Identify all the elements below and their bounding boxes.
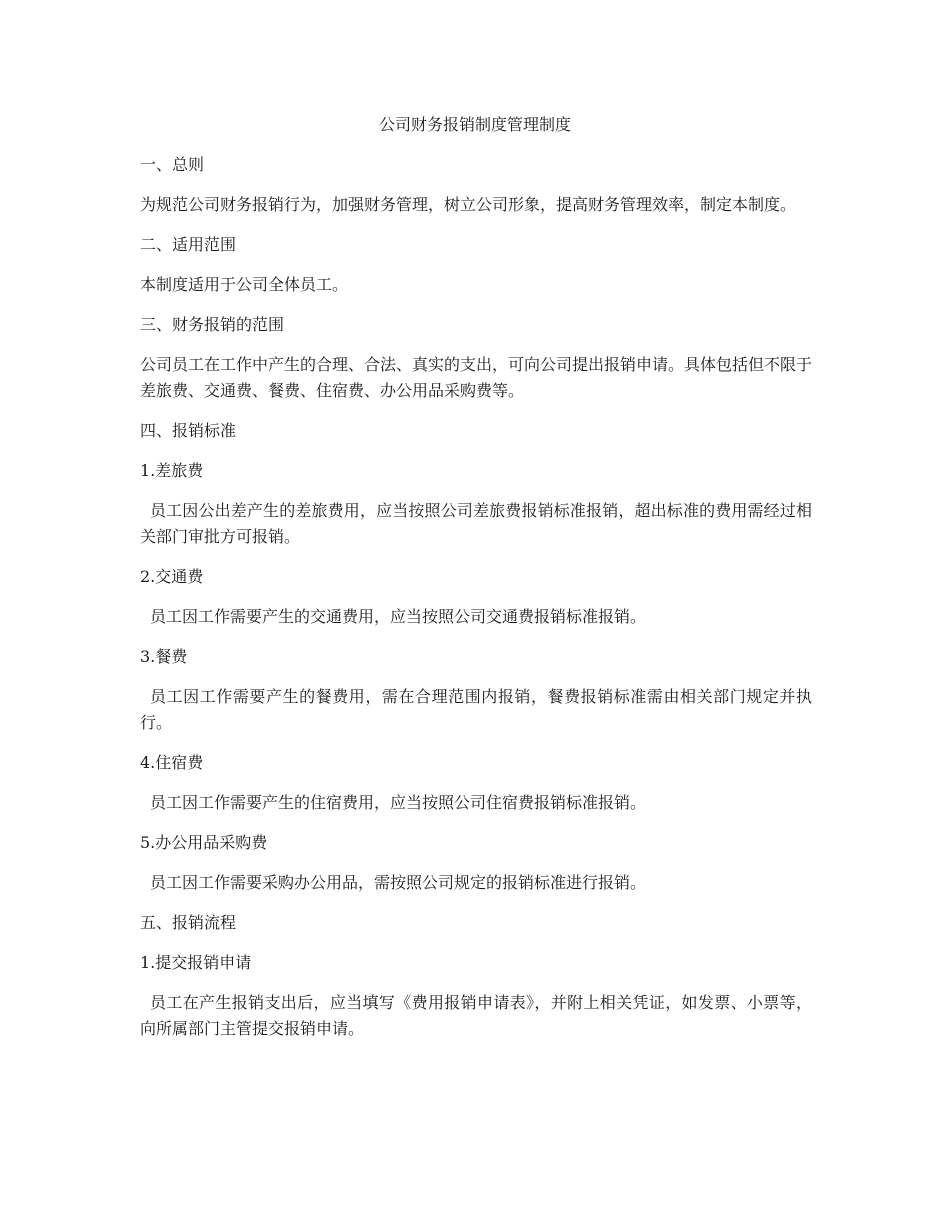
paragraph-office-supplies: 员工因工作需要采购办公用品，需按照公司规定的报销标准进行报销。 [150,873,647,892]
paragraph-lodging: 员工因工作需要产生的住宿费用，应当按照公司住宿费报销标准报销。 [150,793,647,812]
subheading-travel: 1.差旅费 [140,461,204,480]
document-title: 公司财务报销制度管理制度 [378,115,571,134]
subheading-submit-request: 1.提交报销申请 [140,953,252,972]
paragraph-meals: 员工因工作需要产生的餐费用，需在合理范围内报销，餐费报销标准需由相关部门规定并执行。 [140,687,812,732]
paragraph-submit-request: 员工在产生报销支出后，应当填写《费用报销申请表》，并附上相关凭证，如发票、小票等，向所属部门主管提交报销申请。 [140,993,812,1038]
paragraph-scope: 本制度适用于公司全体员工。 [140,275,349,294]
paragraph-reimbursement-range: 公司员工在工作中产生的合理、合法、真实的支出，可向公司提出报销申请。具体包括但不限于差旅费、交通费、餐费、住宿费、办公用品采购费等。 [140,355,813,400]
section-heading-reimbursement-range: 三、财务报销的范围 [140,315,285,334]
subheading-transport: 2.交通费 [140,567,204,586]
subheading-lodging: 4.住宿费 [140,753,204,772]
section-heading-general: 一、总则 [140,155,205,174]
section-heading-process: 五、报销流程 [140,913,237,932]
section-heading-scope: 二、适用范围 [140,235,237,254]
subheading-office-supplies: 5.办公用品采购费 [140,833,268,852]
subheading-meals: 3.餐费 [140,647,188,666]
document-body [140,152,812,1056]
paragraph-travel: 员工因公出差产生的差旅费用，应当按照公司差旅费报销标准报销，超出标准的费用需经过相关部门审批方可报销。 [140,501,812,546]
section-heading-standards: 四、报销标准 [140,421,237,440]
paragraph-general: 为规范公司财务报销行为，加强财务管理，树立公司形象，提高财务管理效率，制定本制度。 [140,195,797,214]
paragraph-transport: 员工因工作需要产生的交通费用，应当按照公司交通费报销标准报销。 [150,607,647,626]
